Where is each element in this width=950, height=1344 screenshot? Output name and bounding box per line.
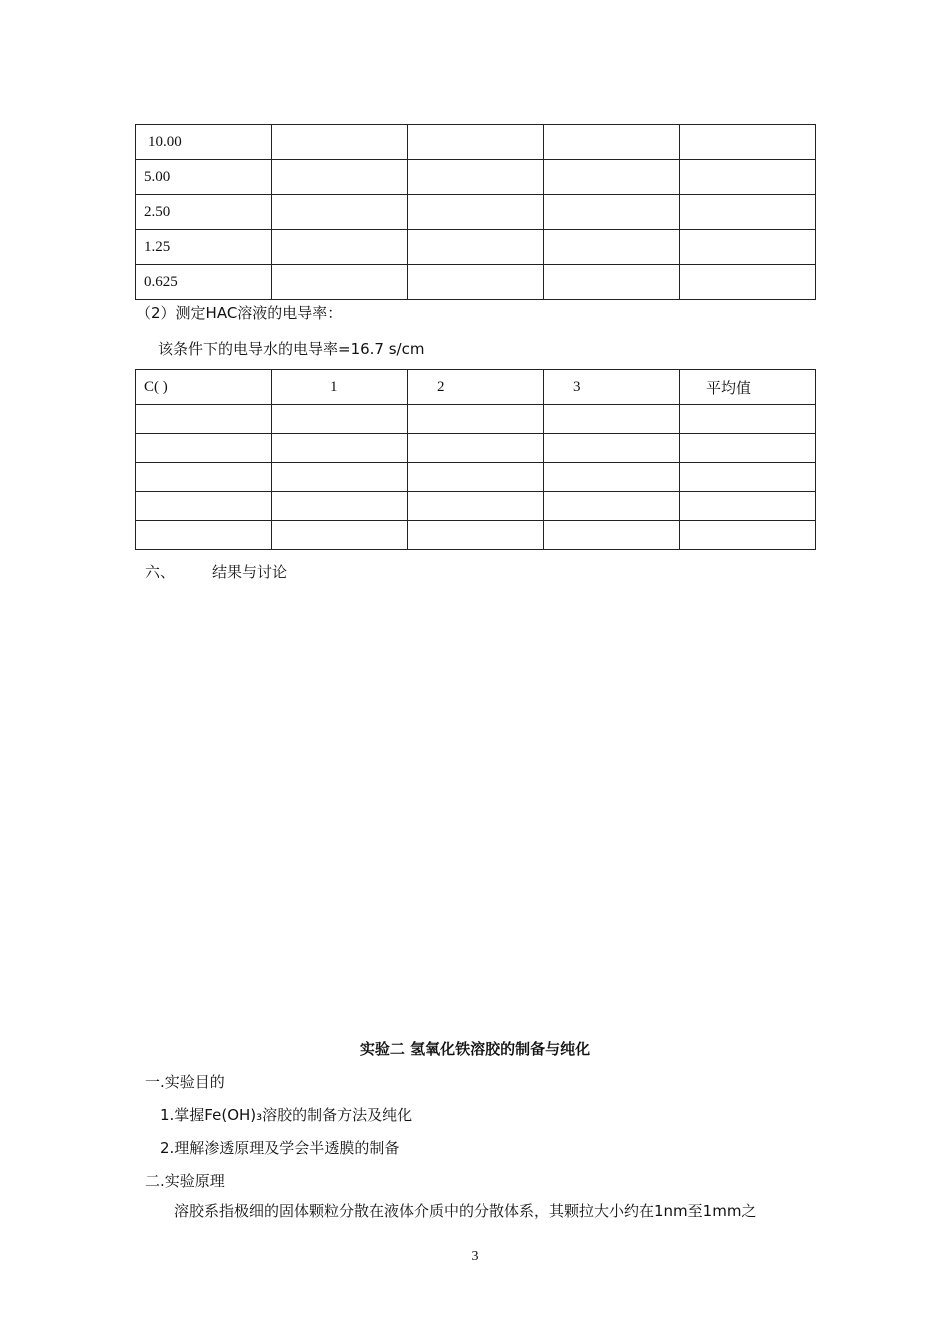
table-cell: 0.625 [136, 265, 272, 300]
table-cell [272, 405, 408, 434]
table-cell [544, 160, 680, 195]
table-cell [272, 434, 408, 463]
table-cell [680, 405, 816, 434]
table-cell: 5.00 [136, 160, 272, 195]
table-cell [680, 434, 816, 463]
table-row [136, 492, 816, 521]
column-header-2: 2 [408, 370, 544, 405]
table-cell [680, 521, 816, 550]
table-row [136, 125, 816, 160]
table-cell [408, 160, 544, 195]
table-cell: 1.25 [136, 230, 272, 265]
table-cell: 10.00 [136, 125, 272, 160]
page-number: 3 [471, 1249, 479, 1264]
experiment-title: 实验二 氢氧化铁溶胶的制备与纯化 [359, 1040, 591, 1058]
table-row [136, 463, 816, 492]
table-row [136, 405, 816, 434]
conductivity-water-note: 该条件下的电导水的电导率=16.7 s/cm [158, 340, 425, 358]
table-cell [544, 492, 680, 521]
table-cell [408, 521, 544, 550]
table-cell [136, 405, 272, 434]
section-6-title: 结果与讨论 [212, 563, 288, 581]
table-header-row [136, 370, 816, 405]
table-cell [408, 195, 544, 230]
table-row [136, 434, 816, 463]
table-cell [544, 195, 680, 230]
table-cell [680, 492, 816, 521]
table-cell [680, 195, 816, 230]
table-cell: 2.50 [136, 195, 272, 230]
table-cell [272, 521, 408, 550]
principle-heading: 二.实验原理 [145, 1172, 225, 1190]
table-cell [272, 195, 408, 230]
table-cell [408, 265, 544, 300]
table-cell [680, 463, 816, 492]
table-row [136, 160, 816, 195]
table-cell [544, 463, 680, 492]
principle-paragraph: 溶胶系指极细的固体颗粒分散在液体介质中的分散体系，其颗拉大小约在1nm至1mm之 [174, 1202, 757, 1220]
column-header-concentration: C( ) [136, 370, 272, 405]
table-cell [544, 521, 680, 550]
table-cell [136, 521, 272, 550]
purpose-item: 1.掌握Fe(OH)₃溶胶的制备方法及纯化 [160, 1106, 413, 1124]
table-cell [272, 463, 408, 492]
table-cell [272, 230, 408, 265]
conductivity-table-hac [135, 369, 816, 550]
table-cell [272, 125, 408, 160]
table-cell [680, 125, 816, 160]
table-cell [272, 492, 408, 521]
table-cell [408, 125, 544, 160]
table-cell [408, 463, 544, 492]
table-cell [544, 125, 680, 160]
hac-section-heading: （2）测定HAC溶液的电导率： [136, 304, 343, 322]
purpose-item: 2.理解渗透原理及学会半透膜的制备 [160, 1139, 400, 1157]
table-cell [136, 463, 272, 492]
table-cell [680, 230, 816, 265]
table-row [136, 521, 816, 550]
table-cell [680, 265, 816, 300]
table-row [136, 195, 816, 230]
table-cell [544, 230, 680, 265]
table-cell [408, 230, 544, 265]
table-cell [408, 434, 544, 463]
column-header-1: 1 [272, 370, 408, 405]
column-header-3: 3 [544, 370, 680, 405]
table-cell [680, 160, 816, 195]
table-row [136, 230, 816, 265]
column-header-average: 平均值 [680, 370, 816, 405]
table-cell [544, 265, 680, 300]
table-cell [408, 492, 544, 521]
table-row [136, 265, 816, 300]
section-6-number: 六、 [145, 563, 176, 581]
table-cell [272, 265, 408, 300]
table-body [136, 370, 816, 550]
purpose-heading: 一.实验目的 [145, 1073, 225, 1091]
table-cell [544, 405, 680, 434]
table-cell [272, 160, 408, 195]
table-body [136, 125, 816, 300]
table-cell [136, 492, 272, 521]
table-cell [408, 405, 544, 434]
conductivity-table-kcl [135, 124, 816, 300]
table-cell [544, 434, 680, 463]
table-cell [136, 434, 272, 463]
